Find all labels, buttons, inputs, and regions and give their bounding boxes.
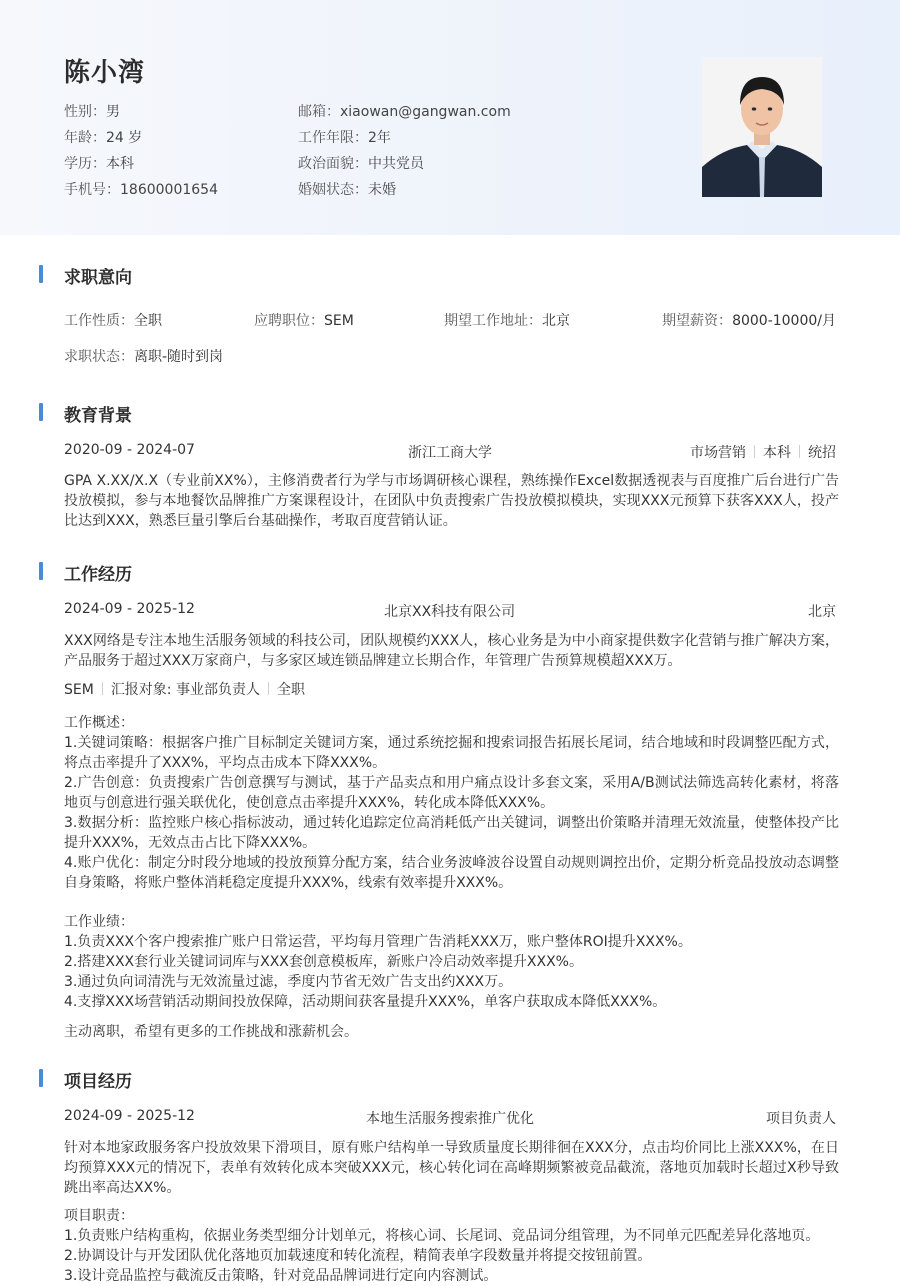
education-level-row: 学历：本科 — [64, 156, 134, 172]
results-title: 工作业绩： — [64, 914, 134, 930]
section-title-education: 教育背景 — [64, 406, 132, 426]
portrait-photo — [702, 57, 822, 197]
list-item: 4.支撑XXX场营销活动期间投放保障，活动期间获客量提升XXX%，单客户获取成本降低XXX%。 — [64, 994, 667, 1010]
education-school: 浙江工商大学 — [408, 445, 492, 461]
candidate-name: 陈小湾 — [64, 58, 146, 88]
work-years-row: 工作年限：2年 — [298, 130, 391, 146]
work-city: 北京 — [808, 604, 836, 620]
section-marker — [39, 1069, 43, 1087]
divider — [102, 682, 103, 695]
section-marker — [39, 562, 43, 580]
avatar — [702, 57, 822, 197]
list-item: 3.数据分析：监控账户核心指标波动，通过转化追踪定位高消耗低产出关键词，调整出价策略并清理无效流量，使整体投产比提升XXX%，无效点击占比下降XXX%。 — [64, 815, 839, 851]
project-role: 项目负责人 — [766, 1111, 836, 1127]
section-marker — [39, 265, 43, 283]
section-title-intent: 求职意向 — [64, 268, 132, 288]
resume-header — [0, 0, 900, 235]
project-name: 本地生活服务搜索推广优化 — [366, 1111, 534, 1127]
divider — [268, 682, 269, 695]
list-item: 4.账户优化：制定分时段分地域的投放预算分配方案，结合业务波峰波谷设置自动规则调控出价，定期分析竞品投放动态调整自身策略，将账户整体消耗稳定度提升XXX%，线索有效率提升XXX%。 — [64, 855, 839, 891]
work-results — [64, 912, 839, 1012]
overview-title: 工作概述： — [64, 715, 134, 731]
marital-status-row: 婚姻状态：未婚 — [298, 182, 396, 198]
email-row: 邮箱：xiaowan@gangwan.com — [298, 104, 511, 120]
project-duties — [64, 1206, 839, 1286]
education-description: GPA X.XX/X.X（专业前XX%），主修消费者行为学与市场调研核心课程，熟练操作Excel数据透视表与百度推广后台进行广告投放模拟，参与本地餐饮品牌推广方案课程设计，在团队中负责搜索广告投放模拟模块，实现XXX元预算下获客XXX人，投产比达到XXX，熟悉巨量引擎后台基础操作，考取百度营销认证。 — [64, 473, 839, 529]
duties-title: 项目职责： — [64, 1208, 134, 1224]
list-item: 2.协调设计与开发团队优化落地页加载速度和转化流程，精简表单字段数量并将提交按钮前置。 — [64, 1248, 652, 1264]
gender-row: 性别：男 — [64, 104, 120, 120]
project-description: 针对本地家政服务客户投放效果下滑项目，原有账户结构单一导致质量度长期徘徊在XXX分，点击均价同比上涨XXX%，在日均预算XXX元的情况下，表单有效转化成本突破XXX元，核心转化词在高峰期频繁被竞品截流，落地页加载时长超过X秒导致跳出率高达XX%。 — [64, 1140, 839, 1196]
divider — [754, 445, 755, 458]
political-status-row: 政治面貌：中共党员 — [298, 156, 424, 172]
work-role-meta: SEM 汇报对象: 事业部负责人 全职 — [64, 682, 305, 698]
project-period: 2024-09 - 2025-12 — [64, 1108, 195, 1124]
age-row: 年龄：24 岁 — [64, 130, 143, 146]
list-item: 3.通过负向词清洗与无效流量过滤，季度内节省无效广告支出约XXX万。 — [64, 974, 513, 990]
phone-row: 手机号：18600001654 — [64, 182, 218, 198]
education-details: 市场营销 本科 统招 — [690, 445, 836, 461]
company-description: XXX网络是专注本地生活服务领域的科技公司，团队规模约XXX人，核心业务是为中小商家提供数字化营销与推广解决方案，产品服务于超过XXX万家商户，与多家区域连锁品牌建立长期合作，年管理广告预算规模超XXX万。 — [64, 633, 839, 669]
list-item: 1.负责XXX个客户搜索推广账户日常运营，平均每月管理广告消耗XXX万，账户整体ROI提升XXX%。 — [64, 934, 692, 950]
list-item: 2.搭建XXX套行业关键词词库与XXX套创意模板库，新账户冷启动效率提升XXX%。 — [64, 954, 583, 970]
work-period: 2024-09 - 2025-12 — [64, 601, 195, 617]
list-item: 2.广告创意：负责搜索广告创意撰写与测试，基于产品卖点和用户痛点设计多套文案，采用A/B测试法筛选高转化素材，将落地页与创意进行强关联优化，使创意点击率提升XXX%，转化成本降低XXX%。 — [64, 775, 839, 811]
work-overview — [64, 713, 839, 893]
section-title-work: 工作经历 — [64, 565, 132, 585]
education-period: 2020-09 - 2024-07 — [64, 442, 195, 458]
list-item: 1.关键词策略：根据客户推广目标制定关键词方案，通过系统挖掘和搜索词报告拓展长尾词，结合地域和时段调整匹配方式，将点击率提升了XXX%，平均点击成本下降XXX%。 — [64, 735, 839, 771]
intent-position: 应聘职位：SEM — [254, 313, 354, 329]
intent-status: 求职状态：离职-随时到岗 — [64, 349, 224, 365]
intent-type: 工作性质：全职 — [64, 313, 162, 329]
divider — [799, 445, 800, 458]
work-company: 北京XX科技有限公司 — [384, 604, 516, 620]
leave-reason: 主动离职，希望有更多的工作挑战和涨薪机会。 — [64, 1024, 358, 1040]
intent-location: 期望工作地址：北京 — [444, 313, 570, 329]
intent-salary: 期望薪资：8000-10000/月 — [662, 313, 836, 329]
list-item: 1.负责账户结构重构，依据业务类型细分计划单元，将核心词、长尾词、竞品词分组管理，为不同单元匹配差异化落地页。 — [64, 1228, 820, 1244]
section-marker — [39, 403, 43, 421]
list-item: 3.设计竞品监控与截流反击策略，针对竞品品牌词进行定向内容测试。 — [64, 1268, 498, 1284]
section-title-project: 项目经历 — [64, 1072, 132, 1092]
